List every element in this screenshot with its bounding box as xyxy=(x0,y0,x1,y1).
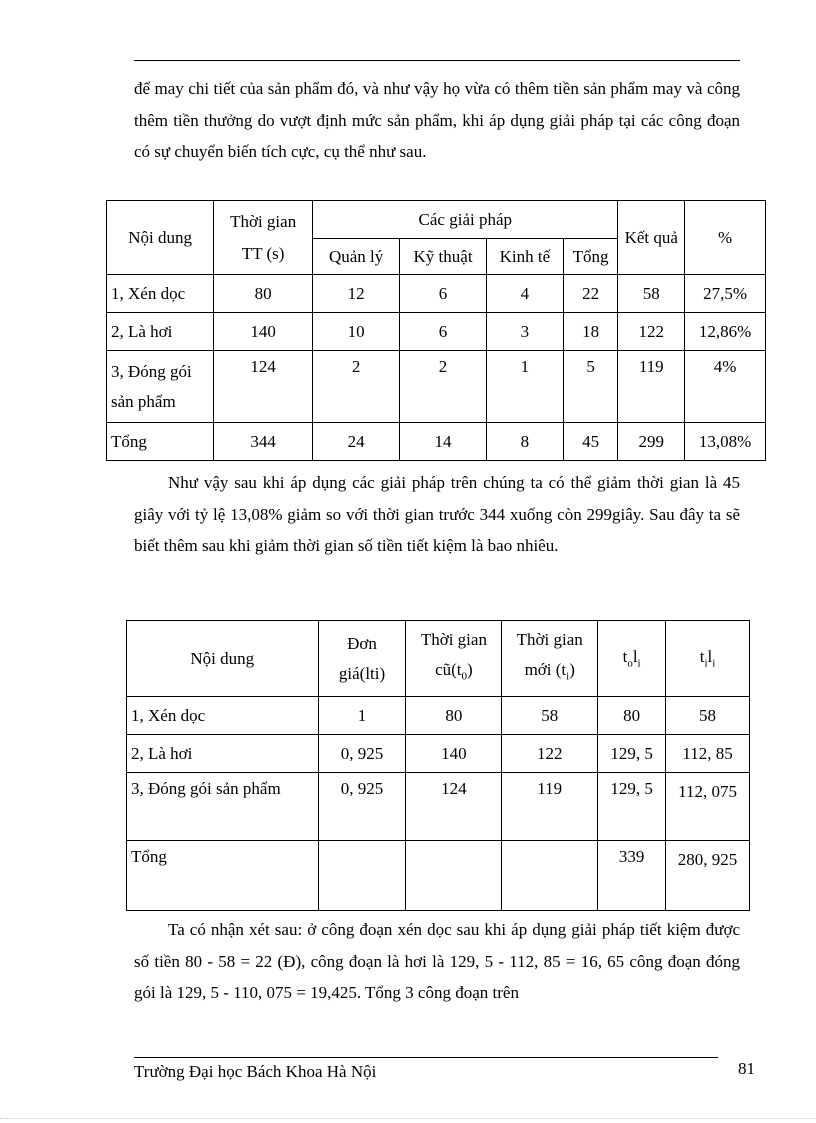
header-thoi-gian-moi: Thời gian mới $(t_i)$ xyxy=(502,621,598,697)
header-quan-ly: Quản lý xyxy=(313,239,400,275)
cell-thoi-gian: 124 xyxy=(214,351,313,423)
cell-noi-dung: 1, Xén dọc xyxy=(107,275,214,313)
table-row xyxy=(107,351,766,423)
table-row xyxy=(107,313,766,351)
header-thoi-gian-cu: Thời gian $cũ(t_0)$ xyxy=(406,621,502,697)
cell-toli: 129, 5 xyxy=(598,773,666,841)
page-edge-divider xyxy=(0,1118,816,1119)
table-row xyxy=(127,841,750,911)
cell-tong: 45 xyxy=(563,423,618,461)
cell-toli: 80 xyxy=(598,697,666,735)
savings-table xyxy=(126,620,750,911)
cell-quan-ly: 2 xyxy=(313,351,400,423)
cell-kinh-te: 8 xyxy=(487,423,564,461)
cell-ket-qua: 58 xyxy=(618,275,685,313)
cell-noi-dung: 3, Đóng gói sản phẩm xyxy=(107,351,214,423)
solutions-table xyxy=(106,200,766,461)
cell-tong: 5 xyxy=(563,351,618,423)
cell-tili: 112, 075 xyxy=(666,773,750,841)
header-don-gia: Đơn giá(lti) xyxy=(318,621,406,697)
page-number: 81 xyxy=(738,1059,755,1078)
cell-tong: 22 xyxy=(563,275,618,313)
cell-tg-cu xyxy=(406,841,502,911)
cell-kinh-te: 4 xyxy=(487,275,564,313)
header-kinh-te: Kinh tế xyxy=(487,239,564,275)
cell-percent: 13,08% xyxy=(685,423,766,461)
header-thoi-gian: Thời gian TT (s) xyxy=(214,201,313,275)
cell-ky-thuat: 2 xyxy=(400,351,487,423)
cell-percent: 27,5% xyxy=(685,275,766,313)
cell-toli: 339 xyxy=(598,841,666,911)
remark-paragraph: Ta có nhận xét sau: ở công đoạn xén dọc sau khi áp dụng giải pháp tiết kiệm được số tiền 80 - 58 = 22 (Đ), công đoạn là hơi là 129, 5 - 112, 85 = 16, 65 công đoạn đóng gói là 129, 5 - 110, 075 = 19,425. Tổng 3 công đoạn trên xyxy=(134,920,740,1002)
cell-toli: 129, 5 xyxy=(598,735,666,773)
cell-tg-moi: 58 xyxy=(502,697,598,735)
cell-kinh-te: 1 xyxy=(487,351,564,423)
cell-quan-ly: 12 xyxy=(313,275,400,313)
cell-tg-moi: 122 xyxy=(502,735,598,773)
table-row xyxy=(107,275,766,313)
cell-quan-ly: 10 xyxy=(313,313,400,351)
footer-school: Trường Đại học Bách Khoa Hà Nội xyxy=(134,1062,377,1081)
cell-tili: 280, 925 xyxy=(666,841,750,911)
table-row xyxy=(127,697,750,735)
cell-thoi-gian: 80 xyxy=(214,275,313,313)
cell-thoi-gian: 344 xyxy=(214,423,313,461)
cell-don-gia: 0, 925 xyxy=(318,773,406,841)
cell-tg-cu: 140 xyxy=(406,735,502,773)
cell-ky-thuat: 6 xyxy=(400,275,487,313)
header-noi-dung: Nội dung xyxy=(127,621,319,697)
cell-noi-dung: 1, Xén dọc xyxy=(127,697,319,735)
cell-tong: 18 xyxy=(563,313,618,351)
header-tili: $t_il_i$ xyxy=(666,621,750,697)
cell-quan-ly: 24 xyxy=(313,423,400,461)
cell-noi-dung: Tổng xyxy=(107,423,214,461)
table-row xyxy=(127,735,750,773)
header-ket-qua: Kết quả xyxy=(618,201,685,275)
cell-thoi-gian: 140 xyxy=(214,313,313,351)
cell-ket-qua: 119 xyxy=(618,351,685,423)
header-toli: $t_ol_i$ xyxy=(598,621,666,697)
cell-ky-thuat: 14 xyxy=(400,423,487,461)
cell-don-gia: 1 xyxy=(318,697,406,735)
header-noi-dung: Nội dung xyxy=(107,201,214,275)
cell-percent: 12,86% xyxy=(685,313,766,351)
result-paragraph: Như vậy sau khi áp dụng các giải pháp trên chúng ta có thể giảm thời gian là 45 giây với tỷ lệ 13,08% giảm so với thời gian trước 344 xuống còn 299giây. Sau đây ta sẽ biết thêm sau khi giảm thời gian số tiền tiết kiệm là bao nhiêu. xyxy=(134,473,740,555)
cell-tg-moi: 119 xyxy=(502,773,598,841)
intro-paragraph: để may chi tiết của sản phẩm đó, và như vậy họ vừa có thêm tiền sản phẩm may và công thêm tiền thưởng do vượt định mức sản phẩm, khi áp dụng giải pháp tại các công đoạn có sự chuyển biến tích cực, cụ thể như sau. xyxy=(134,79,740,161)
cell-ket-qua: 122 xyxy=(618,313,685,351)
cell-noi-dung: 3, Đóng gói sản phẩm xyxy=(127,773,319,841)
cell-tg-cu: 80 xyxy=(406,697,502,735)
cell-ket-qua: 299 xyxy=(618,423,685,461)
header-tong: Tổng xyxy=(563,239,618,275)
header-percent: % xyxy=(685,201,766,275)
table-row xyxy=(107,423,766,461)
table-row xyxy=(127,773,750,841)
cell-ky-thuat: 6 xyxy=(400,313,487,351)
footer-rule xyxy=(134,1057,718,1058)
cell-tili: 112, 85 xyxy=(666,735,750,773)
header-rule xyxy=(134,60,740,61)
cell-percent: 4% xyxy=(685,351,766,423)
header-ky-thuat: Kỹ thuật xyxy=(400,239,487,275)
cell-noi-dung: 2, Là hơi xyxy=(127,735,319,773)
cell-tili: 58 xyxy=(666,697,750,735)
cell-don-gia: 0, 925 xyxy=(318,735,406,773)
cell-noi-dung: 2, Là hơi xyxy=(107,313,214,351)
header-giai-phap: Các giải pháp xyxy=(313,201,618,239)
cell-tg-moi xyxy=(502,841,598,911)
cell-tg-cu: 124 xyxy=(406,773,502,841)
cell-don-gia xyxy=(318,841,406,911)
cell-kinh-te: 3 xyxy=(487,313,564,351)
cell-noi-dung: Tổng xyxy=(127,841,319,911)
